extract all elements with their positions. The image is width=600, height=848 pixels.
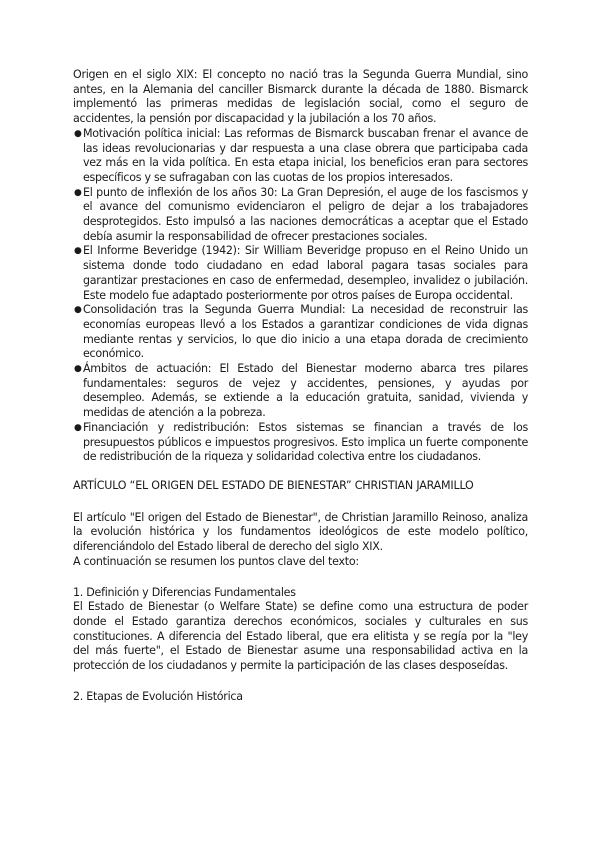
list-item-text: El punto de inflexión de los años 30: La Gran Depresión, el auge de los fascismos y el avance del comunismo evidenciaron el peligro de dejar a los trabajadores desprotegidos. Esto impulsó a las naciones democráticas a aceptar que el Estado debía asumir la responsabilidad de ofrecer prestaciones sociales.	[83, 185, 528, 243]
document-page	[73, 68, 528, 704]
section-1-title: 1. Definición y Diferencias Fundamentales	[73, 585, 296, 599]
bullet-icon: ●	[74, 422, 82, 433]
bullet-icon: ●	[74, 187, 82, 198]
list-item-text: Consolidación tras la Segunda Guerra Mundial: La necesidad de reconstruir las economías europeas llevó a los Estados a garantizar condiciones de vida dignas mediante rentas y servicios, lo que dio inicio a una etapa dorada de crecimiento económico.	[83, 303, 528, 361]
bullet-list	[73, 127, 528, 465]
list-item-text: El Informe Beveridge (1942): Sir William Beveridge propuso en el Reino Unido un sistema donde todo ciudadano en edad laboral pagara tasas sociales para garantizar prestaciones en caso de enfermedad, desempleo, invalidez o jubilación. Este modelo fue adaptado posteriormente por otros países de Europa occidental.	[83, 244, 528, 302]
section-1-body: El Estado de Bienestar (o Welfare State) se define como una estructura de poder donde el Estado garantiza derechos económicos, sociales y culturales en sus constituciones. A diferencia del Estado liberal, que era elitista y se regía por la "ley del más fuerte", el Estado de Bienestar asume una responsabilidad activa en la protección de los ciudadanos y permite la participación de las clases desposeídas.	[73, 600, 528, 673]
article-heading: ARTÍCULO “EL ORIGEN DEL ESTADO DE BIENESTAR” CHRISTIAN JARAMILLO	[73, 478, 474, 492]
list-item	[74, 362, 528, 421]
summary-line: A continuación se resumen los puntos clave del texto:	[73, 554, 359, 568]
list-item	[74, 244, 528, 303]
list-item	[74, 185, 528, 245]
list-item-text: Motivación política inicial: Las reformas de Bismarck buscaban frenar el avance de las ideas revolucionarias y dar respuesta a una clase obrera que participaba cada vez más en la vida política. En esta etapa inicial, los beneficios eran para sectores específicos y se sufragaban con las cuotas de los propios interesados.	[83, 126, 528, 184]
bullet-icon: ●	[74, 305, 82, 316]
list-item	[74, 126, 528, 186]
list-item-text: Ámbitos de actuación: El Estado del Bienestar moderno abarca tres pilares fundamentales: seguros de vejez y accidentes, pensiones, y ayudas por desempleo. Además, se extiende a la educación gratuita, sanidad, vivienda y medidas de atención a la pobreza.	[83, 362, 528, 420]
list-item-text: Financiación y redistribución: Estos sistemas se financian a través de los presupuestos públicos e impuestos progresivos. Esto implica un fuerte componente de redistribución de la riqueza y solidaridad colectiva entre los ciudadanos.	[83, 420, 528, 464]
list-item	[74, 420, 528, 465]
article-intro-paragraph: El artículo "El origen del Estado de Bienestar", de Christian Jaramillo Reinoso, analiza la evolución histórica y los fundamentos ideológicos de este modelo político, diferenciándolo del Estado liberal de derecho del siglo XIX.	[73, 510, 528, 554]
bullet-icon: ●	[74, 246, 82, 257]
bullet-icon: ●	[74, 364, 82, 375]
section-2-title: 2. Etapas de Evolución Histórica	[73, 689, 243, 703]
intro-paragraph: Origen en el siglo XIX: El concepto no nació tras la Segunda Guerra Mundial, sino antes, en la Alemania del canciller Bismarck durante la década de 1880. Bismarck implementó las primeras medidas de legislación social, como el seguro de accidentes, la pensión por discapacidad y la jubilación a los 70 años.	[73, 68, 528, 126]
list-item	[74, 303, 528, 362]
bullet-icon: ●	[74, 128, 82, 139]
